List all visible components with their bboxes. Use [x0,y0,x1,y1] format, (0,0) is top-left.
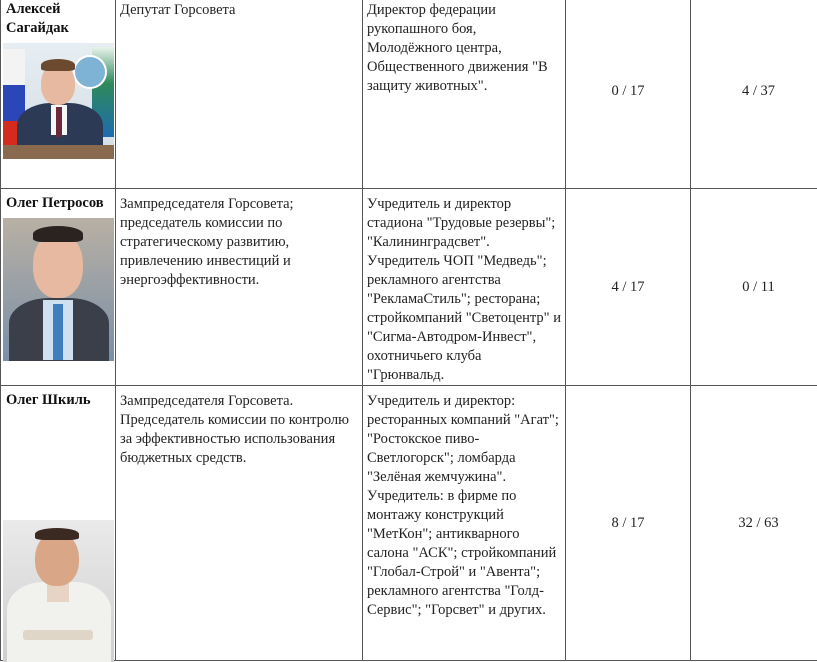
stat-cell: 0 / 11 [691,189,817,386]
name-cell [1,189,116,386]
table-row [1,386,817,661]
business-text: Учредитель и директор стадиона "Трудовые резервы"; "Калининградсвет". Учредитель ЧОП "Медведь"; рекламного агентства "РекламаСтиль"; ресторана; стройкомпаний "Светоцентр" и "Сигма-Автодром-Инвест", охотничьего клуба "Грюнвальд. [367,189,561,385]
position-text: Зампредседателя Горсовета; председатель комиссии по стратегическому развитию, привлечению инвестиций и энергоэффективности. [120,189,358,290]
business-text: Директор федерации рукопашного боя, Молодёжного центра, Общественного движения "В защиту животных". [367,0,561,96]
business-cell [363,189,566,386]
stat-cell: 4 / 17 [566,189,691,386]
business-text: Учредитель и директор: ресторанных компаний "Агат"; "Ростокское пиво-Светлогорск"; ломбарда "Зелёная жемчужина". Учредитель: в фирме по монтажу конструкций "МетКон"; антикварного салона "АСК"; стройкомпаний "Глобал-Строй" и "Авента"; рекламного агентства "Голд-Сервис"; "Горсвет" и других. [367,386,561,620]
stat-cell: 0 / 17 [566,0,691,189]
portrait-photo [3,218,114,361]
stat-cell: 8 / 17 [566,386,691,661]
deputy-name: Алексей Сагайдак [1,0,115,38]
position-cell [116,0,363,189]
name-cell [1,386,116,661]
portrait-photo [3,43,114,159]
table-row [1,189,817,386]
position-text: Депутат Горсовета [120,0,358,20]
position-cell [116,386,363,661]
stat-cell: 32 / 63 [691,386,817,661]
portrait-photo [3,520,114,662]
deputy-name: Олег Шкиль [1,386,115,410]
business-cell [363,0,566,189]
business-cell [363,386,566,661]
position-cell [116,189,363,386]
position-text: Зампредседателя Горсовета. Председатель комиссии по контролю за эффективностью использования бюджетных средств. [120,386,358,468]
name-cell [1,0,116,189]
deputy-name: Олег Петросов [1,189,115,213]
table-row [1,0,817,189]
stat-cell: 4 / 37 [691,0,817,189]
